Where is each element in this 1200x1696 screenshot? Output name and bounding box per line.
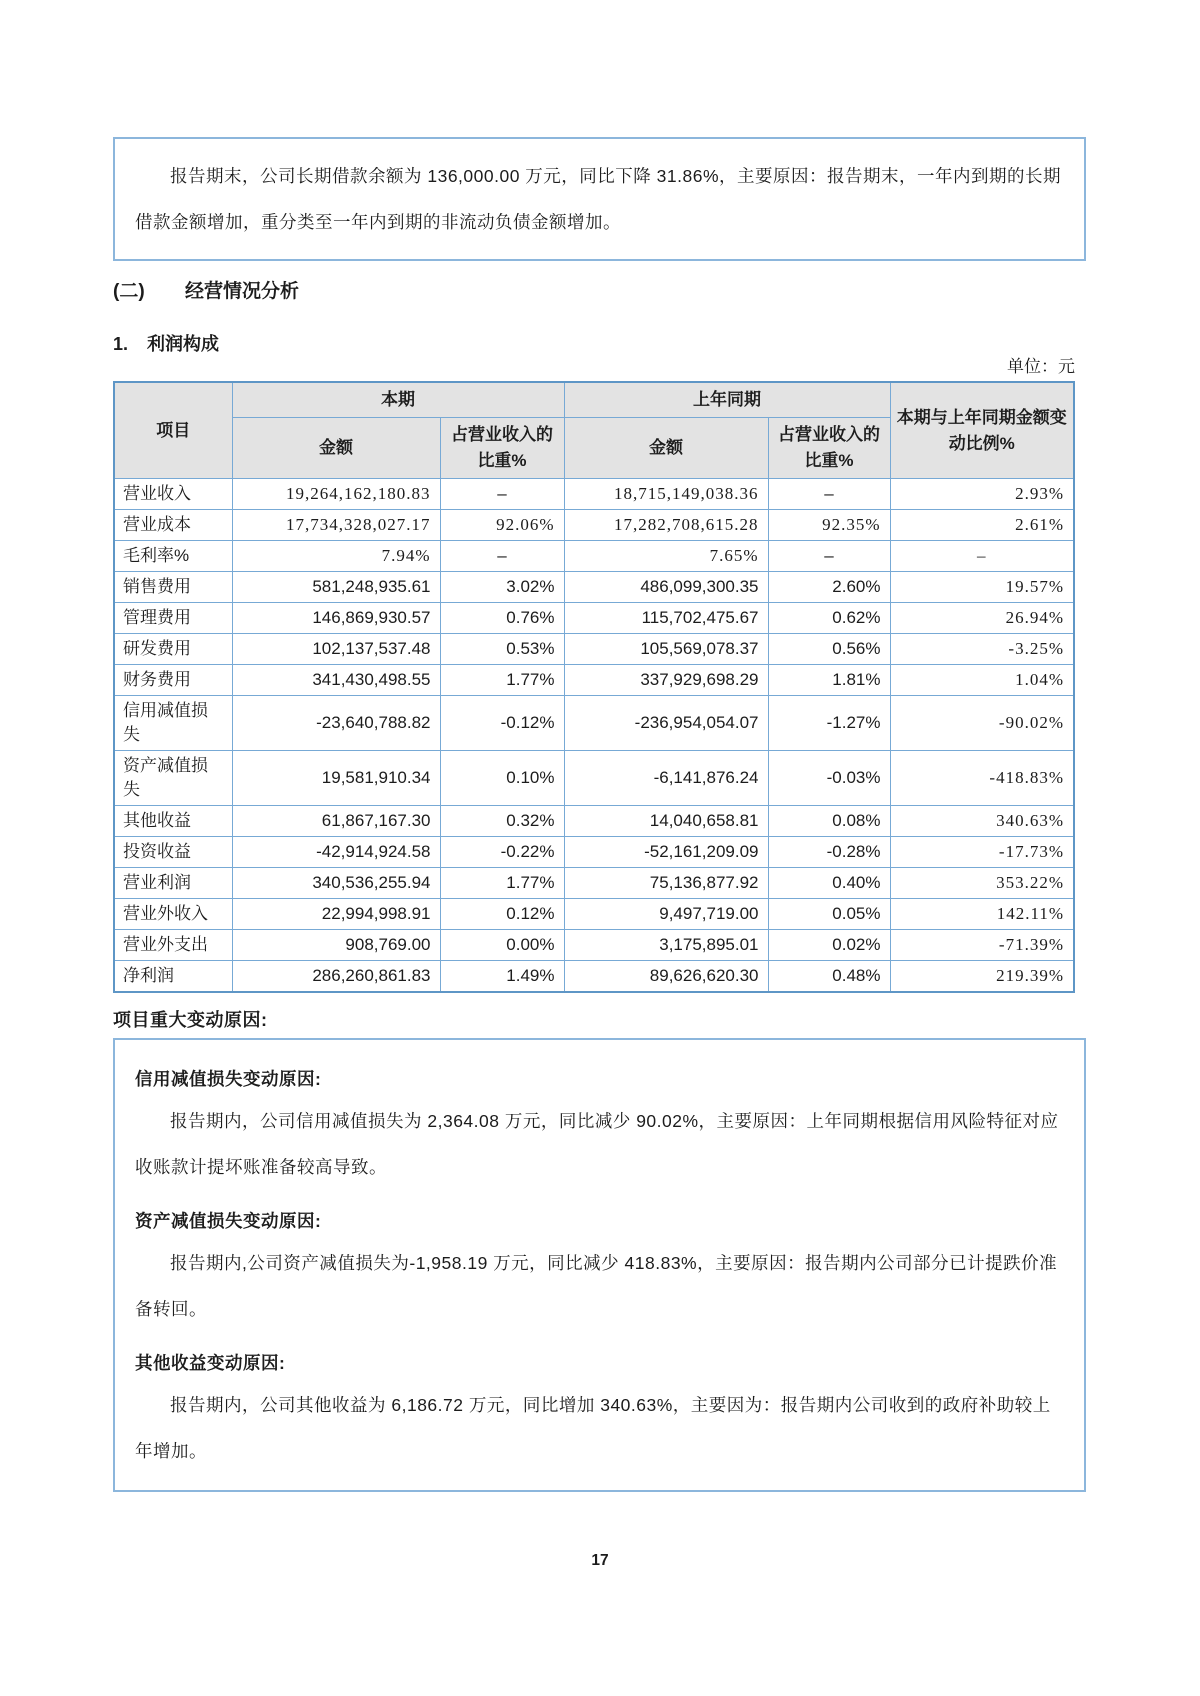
table-cell: 7.94% (232, 541, 440, 572)
table-cell: -42,914,924.58 (232, 837, 440, 868)
table-cell: 105,569,078.37 (564, 634, 768, 665)
long-term-loan-note-text: 报告期末，公司长期借款余额为 136,000.00 万元，同比下降 31.86%，主要原因：报告期末，一年内到期的长期借款金额增加，重分类至一年内到期的非流动负债金额增加。 (135, 166, 1062, 232)
table-cell: -0.22% (440, 837, 564, 868)
section-heading (113, 276, 299, 303)
table-cell: -23,640,788.82 (232, 696, 440, 751)
table-row (114, 634, 1074, 665)
table-row (114, 510, 1074, 541)
table-cell: -0.12% (440, 696, 564, 751)
table-cell: 0.05% (768, 899, 890, 930)
table-row (114, 899, 1074, 930)
reason-title: 信用减值损失变动原因: (135, 1069, 322, 1089)
row-label: 资产减值损失 (114, 751, 232, 806)
subsection-title: 利润构成 (147, 334, 219, 354)
header-prior-period: 上年同期 (564, 382, 890, 418)
table-cell: 353.22% (890, 868, 1074, 899)
table-row (114, 961, 1074, 993)
table-cell: -17.73% (890, 837, 1074, 868)
table-cell: -418.83% (890, 751, 1074, 806)
row-label: 毛利率% (114, 541, 232, 572)
table-cell: 341,430,498.55 (232, 665, 440, 696)
table-cell: 581,248,935.61 (232, 572, 440, 603)
table-cell: 9,497,719.00 (564, 899, 768, 930)
table-cell: 3,175,895.01 (564, 930, 768, 961)
table-cell: 14,040,658.81 (564, 806, 768, 837)
reason-body: 报告期内,公司资产减值损失为-1,958.19 万元，同比减少 418.83%，主要原因：报告期内公司部分已计提跌价准备转回。 (135, 1253, 1058, 1319)
table-cell: 286,260,861.83 (232, 961, 440, 993)
table-row (114, 541, 1074, 572)
table-cell: 92.06% (440, 510, 564, 541)
table-cell: 75,136,877.92 (564, 868, 768, 899)
table-cell: 7.65% (564, 541, 768, 572)
profit-table-body (114, 479, 1074, 993)
page-number: 17 (591, 1552, 609, 1569)
row-label: 销售费用 (114, 572, 232, 603)
table-cell: 17,282,708,615.28 (564, 510, 768, 541)
table-cell: – (440, 541, 564, 572)
table-cell: 26.94% (890, 603, 1074, 634)
table-cell: -1.27% (768, 696, 890, 751)
table-cell: 22,994,998.91 (232, 899, 440, 930)
table-cell: – (440, 479, 564, 510)
table-cell: 1.49% (440, 961, 564, 993)
table-cell: 0.02% (768, 930, 890, 961)
reason-title: 其他收益变动原因: (135, 1353, 286, 1373)
table-cell: 61,867,167.30 (232, 806, 440, 837)
table-cell: -236,954,054.07 (564, 696, 768, 751)
header-change-ratio: 本期与上年同期金额变动比例% (890, 382, 1074, 479)
table-row (114, 479, 1074, 510)
table-cell: 0.40% (768, 868, 890, 899)
table-cell: -6,141,876.24 (564, 751, 768, 806)
table-cell: -3.25% (890, 634, 1074, 665)
table-cell: 19.57% (890, 572, 1074, 603)
table-cell: 0.00% (440, 930, 564, 961)
table-cell: – (768, 479, 890, 510)
header-amount-prior: 金额 (564, 418, 768, 479)
table-cell: 908,769.00 (232, 930, 440, 961)
table-cell: – (890, 541, 1074, 572)
table-row (114, 806, 1074, 837)
table-cell: 1.81% (768, 665, 890, 696)
profit-composition-table (113, 381, 1075, 993)
table-cell: 146,869,930.57 (232, 603, 440, 634)
table-cell: 19,581,910.34 (232, 751, 440, 806)
table-cell: 2.60% (768, 572, 890, 603)
table-cell: – (768, 541, 890, 572)
table-cell: 142.11% (890, 899, 1074, 930)
table-cell: 1.04% (890, 665, 1074, 696)
table-cell: 1.77% (440, 868, 564, 899)
table-cell: -52,161,209.09 (564, 837, 768, 868)
row-label: 投资收益 (114, 837, 232, 868)
table-row (114, 930, 1074, 961)
table-cell: -0.03% (768, 751, 890, 806)
row-label: 信用减值损失 (114, 696, 232, 751)
table-cell: -71.39% (890, 930, 1074, 961)
reasons-heading: 项目重大变动原因: (113, 1010, 268, 1030)
section-number: (二) (113, 281, 145, 302)
row-label: 管理费用 (114, 603, 232, 634)
row-label: 研发费用 (114, 634, 232, 665)
table-cell: 3.02% (440, 572, 564, 603)
table-row (114, 603, 1074, 634)
profit-composition-table-wrap (113, 381, 1075, 993)
table-cell: 0.10% (440, 751, 564, 806)
table-cell: 0.56% (768, 634, 890, 665)
table-cell: 337,929,698.29 (564, 665, 768, 696)
unit-label: 单位：元 (1007, 357, 1075, 376)
table-cell: 486,099,300.35 (564, 572, 768, 603)
row-label: 营业利润 (114, 868, 232, 899)
reasons-box (113, 1038, 1086, 1492)
table-cell: 340,536,255.94 (232, 868, 440, 899)
reason-body: 报告期内，公司信用减值损失为 2,364.08 万元，同比减少 90.02%，主要原因：上年同期根据信用风险特征对应收账款计提坏账准备较高导致。 (135, 1111, 1059, 1177)
reason-title: 资产减值损失变动原因: (135, 1211, 322, 1231)
table-cell: 340.63% (890, 806, 1074, 837)
table-cell: 115,702,475.67 (564, 603, 768, 634)
table-cell: 2.93% (890, 479, 1074, 510)
table-cell: -0.28% (768, 837, 890, 868)
table-cell: 0.76% (440, 603, 564, 634)
table-row (114, 751, 1074, 806)
row-label: 营业外收入 (114, 899, 232, 930)
header-share-prior: 占营业收入的比重% (768, 418, 890, 479)
header-share-current: 占营业收入的比重% (440, 418, 564, 479)
table-cell: 0.12% (440, 899, 564, 930)
table-cell: 89,626,620.30 (564, 961, 768, 993)
table-row (114, 696, 1074, 751)
subsection-number: 1. (113, 334, 129, 354)
row-label: 营业成本 (114, 510, 232, 541)
header-amount-current: 金额 (232, 418, 440, 479)
row-label: 营业外支出 (114, 930, 232, 961)
table-cell: 0.62% (768, 603, 890, 634)
table-cell: 0.48% (768, 961, 890, 993)
table-cell: 1.77% (440, 665, 564, 696)
reason-body: 报告期内，公司其他收益为 6,186.72 万元，同比增加 340.63%，主要因为：报告期内公司收到的政府补助较上年增加。 (135, 1395, 1051, 1461)
long-term-loan-note-box (113, 137, 1086, 261)
row-label: 其他收益 (114, 806, 232, 837)
table-cell: 219.39% (890, 961, 1074, 993)
table-cell: 0.32% (440, 806, 564, 837)
header-item: 项目 (114, 382, 232, 479)
row-label: 营业收入 (114, 479, 232, 510)
table-row (114, 868, 1074, 899)
section-title: 经营情况分析 (185, 281, 300, 302)
table-cell: 19,264,162,180.83 (232, 479, 440, 510)
table-cell: -90.02% (890, 696, 1074, 751)
table-cell: 18,715,149,038.36 (564, 479, 768, 510)
header-current-period: 本期 (232, 382, 564, 418)
table-header-row-1 (114, 382, 1074, 418)
row-label: 净利润 (114, 961, 232, 993)
table-cell: 17,734,328,027.17 (232, 510, 440, 541)
table-cell: 0.53% (440, 634, 564, 665)
table-row (114, 665, 1074, 696)
table-cell: 2.61% (890, 510, 1074, 541)
row-label: 财务费用 (114, 665, 232, 696)
table-cell: 92.35% (768, 510, 890, 541)
table-cell: 102,137,537.48 (232, 634, 440, 665)
table-row (114, 837, 1074, 868)
table-row (114, 572, 1074, 603)
table-cell: 0.08% (768, 806, 890, 837)
